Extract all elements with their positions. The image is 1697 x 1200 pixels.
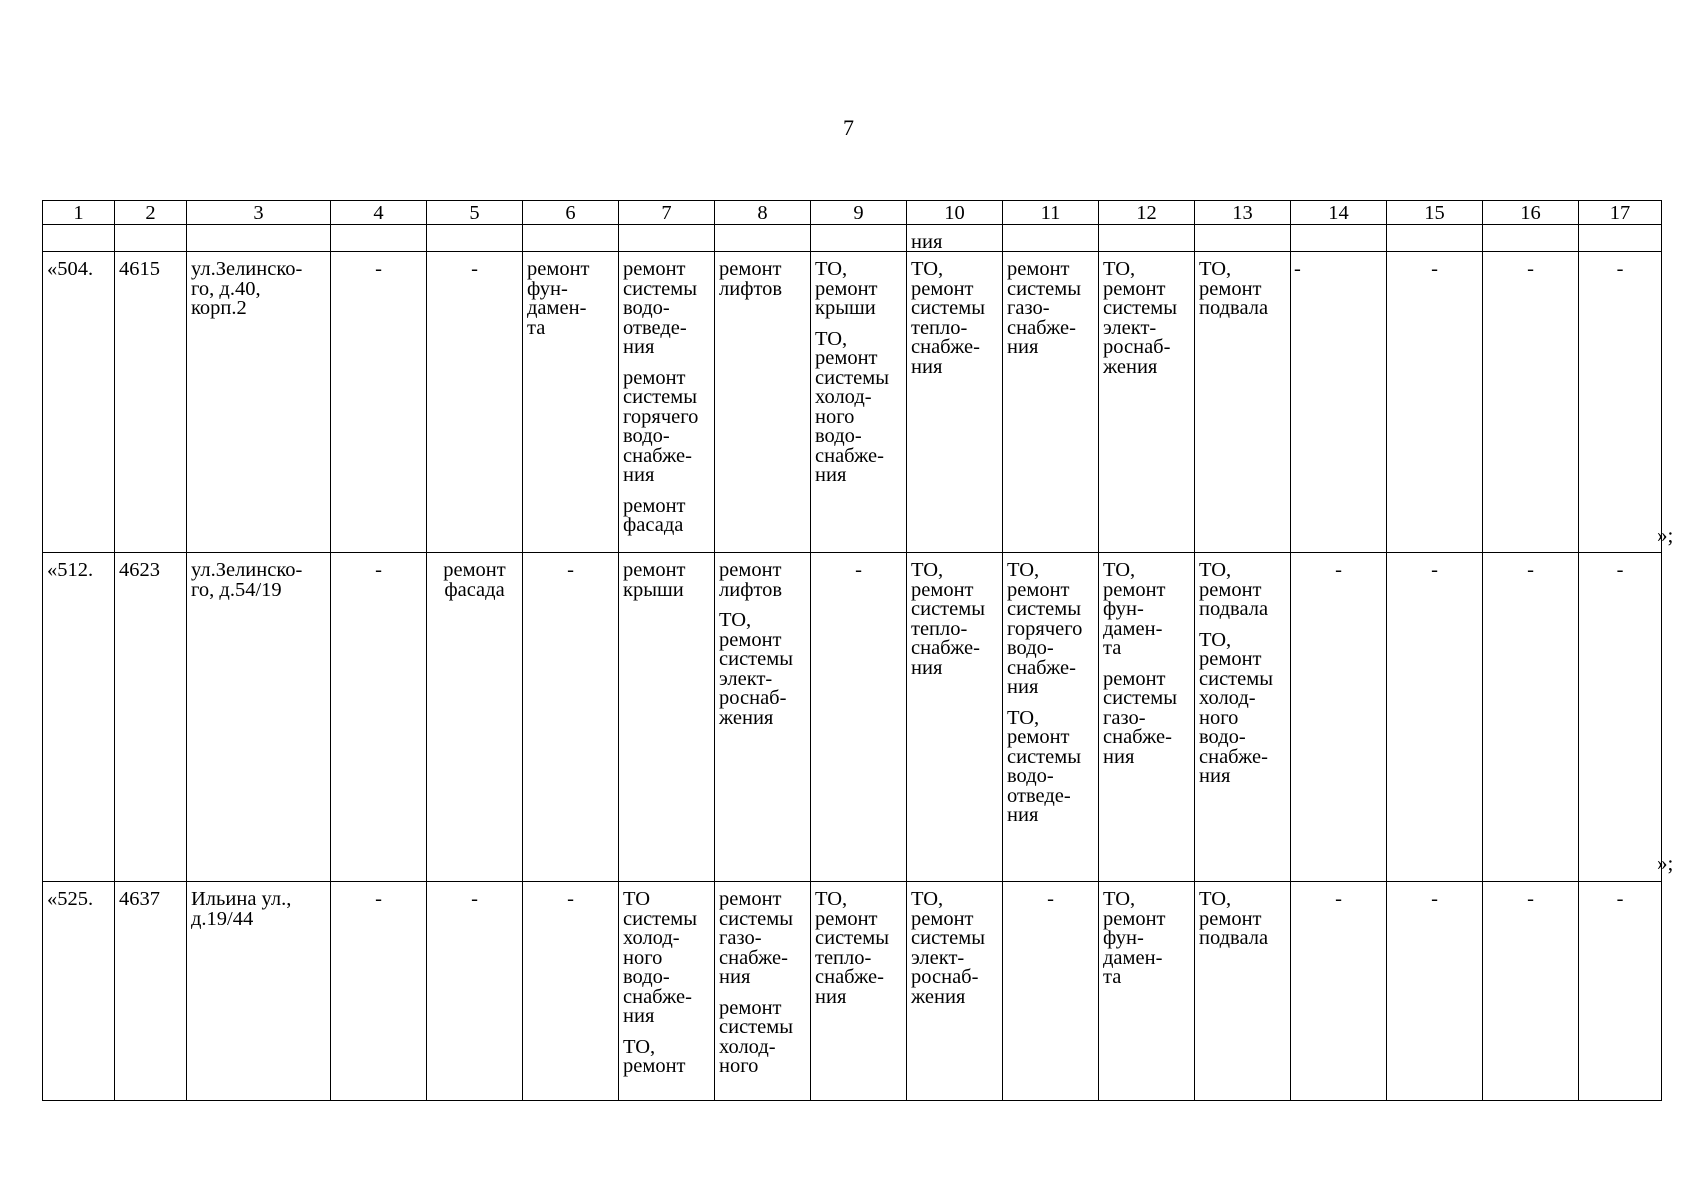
work-entry: ремонт системы газо- снабже- ния	[1007, 258, 1081, 358]
closing-mark: »;	[1657, 523, 1674, 547]
work-entry: ремонт лифтов	[719, 559, 783, 601]
table-rows	[43, 252, 1662, 1101]
table-cell	[1387, 882, 1483, 1101]
table-cell	[331, 553, 427, 882]
work-entry: ремонт фасада	[443, 559, 506, 601]
work-entry: -	[1616, 888, 1624, 910]
work-entry: ТО, ремонт системы горячего водо- снабже- ния	[1007, 559, 1083, 698]
table-cell	[715, 252, 811, 553]
work-entry: ТО, ремонт крыши	[815, 258, 878, 319]
work-entry: ТО, ремонт системы тепло- снабже- ния	[911, 258, 985, 378]
work-entry: -	[1335, 559, 1342, 581]
table-cell	[1579, 225, 1662, 252]
table-cell	[811, 252, 907, 553]
closing-mark: »;	[1657, 851, 1674, 875]
work-entry: ТО, ремонт системы элект- роснаб- жения	[1103, 258, 1177, 378]
work-entry: -	[1527, 258, 1534, 280]
table-cell	[907, 553, 1003, 882]
table-cell	[715, 225, 811, 252]
cell-text: 4615	[119, 258, 160, 280]
table-cell	[1387, 225, 1483, 252]
table-cell	[1483, 225, 1579, 252]
work-entry: ТО, ремонт системы тепло- снабже- ния	[911, 559, 985, 679]
work-entry: -	[375, 559, 382, 581]
work-entry: -	[1431, 559, 1438, 581]
table-cell	[1291, 225, 1387, 252]
table-cell	[907, 882, 1003, 1101]
table-cell	[187, 225, 331, 252]
table-cell	[115, 882, 187, 1101]
column-number-row	[43, 201, 1662, 225]
column-header: 11	[1003, 201, 1099, 225]
table-cell	[811, 553, 907, 882]
table-cell	[523, 553, 619, 882]
work-entry: ремонт фун- дамен- та	[527, 258, 590, 339]
table-cell	[1099, 553, 1195, 882]
work-entry: ТО, ремонт фун- дамен- та	[1103, 559, 1166, 659]
work-entry: -	[1616, 559, 1624, 581]
work-entry: ТО, ремонт системы холод- ного водо- снабже- ния	[815, 327, 889, 486]
work-entry: ТО, ремонт подвала	[1199, 559, 1269, 620]
table-cell	[1387, 553, 1483, 882]
table-cell	[331, 882, 427, 1101]
table-cell	[427, 225, 523, 252]
work-entry: ремонт системы холод- ного	[719, 996, 793, 1077]
table-cell	[1195, 252, 1291, 553]
cell-text: 4637	[119, 888, 160, 910]
work-entry: -	[855, 559, 862, 581]
work-entry: -	[471, 258, 478, 280]
cell-text: «512.	[47, 559, 94, 581]
work-entry: ремонт системы водо- отведе- ния	[623, 258, 697, 358]
table-cell	[187, 553, 331, 882]
table-cell	[1099, 252, 1195, 553]
column-header: 6	[523, 201, 619, 225]
table-cell	[115, 225, 187, 252]
column-header: 2	[115, 201, 187, 225]
table-cell	[619, 882, 715, 1101]
table-cell	[619, 225, 715, 252]
table-cell	[715, 553, 811, 882]
work-entry: ТО, ремонт подвала	[1199, 888, 1269, 949]
table-cell	[115, 252, 187, 553]
work-entry: -	[1431, 258, 1438, 280]
table-cell	[523, 882, 619, 1101]
column-header: 15	[1387, 201, 1483, 225]
table-cell	[1483, 252, 1579, 553]
work-entry: -	[567, 888, 574, 910]
table-cell	[427, 553, 523, 882]
table-cell	[43, 882, 115, 1101]
table-row	[43, 553, 1662, 882]
work-entry: -	[1616, 258, 1624, 280]
column-header: 10	[907, 201, 1003, 225]
column-header: 8	[715, 201, 811, 225]
column-header: 7	[619, 201, 715, 225]
column-header: 12	[1099, 201, 1195, 225]
page-number: 7	[843, 115, 854, 140]
column-header: 3	[187, 201, 331, 225]
table-cell	[1387, 252, 1483, 553]
table-cell	[907, 252, 1003, 553]
work-entry: ТО системы холод- ного водо- снабже- ния	[623, 888, 697, 1027]
table-cell	[43, 553, 115, 882]
work-entry: ТО, ремонт системы водо- отведе- ния	[1007, 706, 1081, 826]
table-cell	[331, 252, 427, 553]
table-cell	[715, 882, 811, 1101]
table-cell	[1003, 882, 1099, 1101]
cell-text: Ильина ул., д.19/44	[191, 888, 292, 930]
work-entry: -	[1335, 888, 1342, 910]
table-cell	[523, 252, 619, 553]
column-header: 13	[1195, 201, 1291, 225]
work-entry: ремонт лифтов	[719, 258, 783, 300]
table-cell	[1579, 553, 1662, 882]
work-entry: ТО, ремонт системы тепло- снабже- ния	[815, 888, 889, 1008]
work-entry: ТО, ремонт системы элект- роснаб- жения	[719, 609, 793, 729]
table-row	[43, 882, 1662, 1101]
work-entry: ремонт фасада	[623, 494, 686, 536]
cell-text: 4623	[119, 559, 160, 581]
work-entry: ремонт системы горячего водо- снабже- ния	[623, 366, 699, 486]
work-entry: -	[1431, 888, 1438, 910]
table-cell	[115, 553, 187, 882]
column-header: 14	[1291, 201, 1387, 225]
table-cell	[811, 882, 907, 1101]
column-header: 1	[43, 201, 115, 225]
column-header: 16	[1483, 201, 1579, 225]
table-cell	[907, 225, 1003, 252]
table-cell	[523, 225, 619, 252]
table-cell	[811, 225, 907, 252]
work-entry: -	[1527, 559, 1534, 581]
work-entry: -	[471, 888, 478, 910]
table-cell	[1483, 882, 1579, 1101]
repair-schedule-table	[42, 200, 1662, 1101]
table-row	[43, 252, 1662, 553]
work-entry: ТО, ремонт подвала	[1199, 258, 1269, 319]
work-entry: -	[375, 258, 382, 280]
continuation-row	[43, 225, 1662, 252]
table-cell	[331, 225, 427, 252]
cell-text: «504.	[47, 258, 94, 280]
table-cell	[619, 553, 715, 882]
column-header: 9	[811, 201, 907, 225]
work-entry: -	[1047, 888, 1054, 910]
work-entry: -	[1527, 888, 1534, 910]
work-entry: -	[567, 559, 574, 581]
table-cell	[1483, 553, 1579, 882]
work-entry: ТО, ремонт	[623, 1035, 686, 1077]
work-entry: -	[1294, 258, 1301, 280]
table-cell	[1099, 225, 1195, 252]
cell-text: «525.	[47, 888, 94, 910]
table-cell	[619, 252, 715, 553]
table-cell	[1579, 882, 1662, 1101]
table-cell	[1195, 225, 1291, 252]
table-cell	[427, 882, 523, 1101]
work-entry: -	[375, 888, 382, 910]
table-cell	[187, 882, 331, 1101]
table-cell	[1003, 252, 1099, 553]
table-cell	[1291, 252, 1387, 553]
table-cell	[1003, 225, 1099, 252]
work-entry: ремонт системы газо- снабже- ния	[719, 888, 793, 988]
table-cell	[43, 252, 115, 553]
table-cell	[1195, 882, 1291, 1101]
column-header: 17	[1579, 201, 1662, 225]
column-header: 5	[427, 201, 523, 225]
continuation-text: ния	[911, 231, 943, 252]
work-entry: ТО, ремонт системы холод- ного водо- снабже- ния	[1199, 628, 1273, 787]
table-cell	[1195, 553, 1291, 882]
table-cell	[427, 252, 523, 553]
table-cell	[1003, 553, 1099, 882]
table-cell	[43, 225, 115, 252]
work-entry: ремонт крыши	[623, 559, 686, 601]
cell-text: ул.Зелинско- го, д.40, корп.2	[191, 258, 303, 319]
work-entry: ТО, ремонт системы элект- роснаб- жения	[911, 888, 985, 1008]
table-cell	[1291, 882, 1387, 1101]
work-entry: ремонт системы газо- снабже- ния	[1103, 667, 1177, 768]
table-cell	[1291, 553, 1387, 882]
table-cell	[187, 252, 331, 553]
table-cell	[1099, 882, 1195, 1101]
cell-text: ул.Зелинско- го, д.54/19	[191, 559, 303, 601]
work-entry: ТО, ремонт фун- дамен- та	[1103, 888, 1166, 988]
column-header: 4	[331, 201, 427, 225]
table-cell	[1579, 252, 1662, 553]
